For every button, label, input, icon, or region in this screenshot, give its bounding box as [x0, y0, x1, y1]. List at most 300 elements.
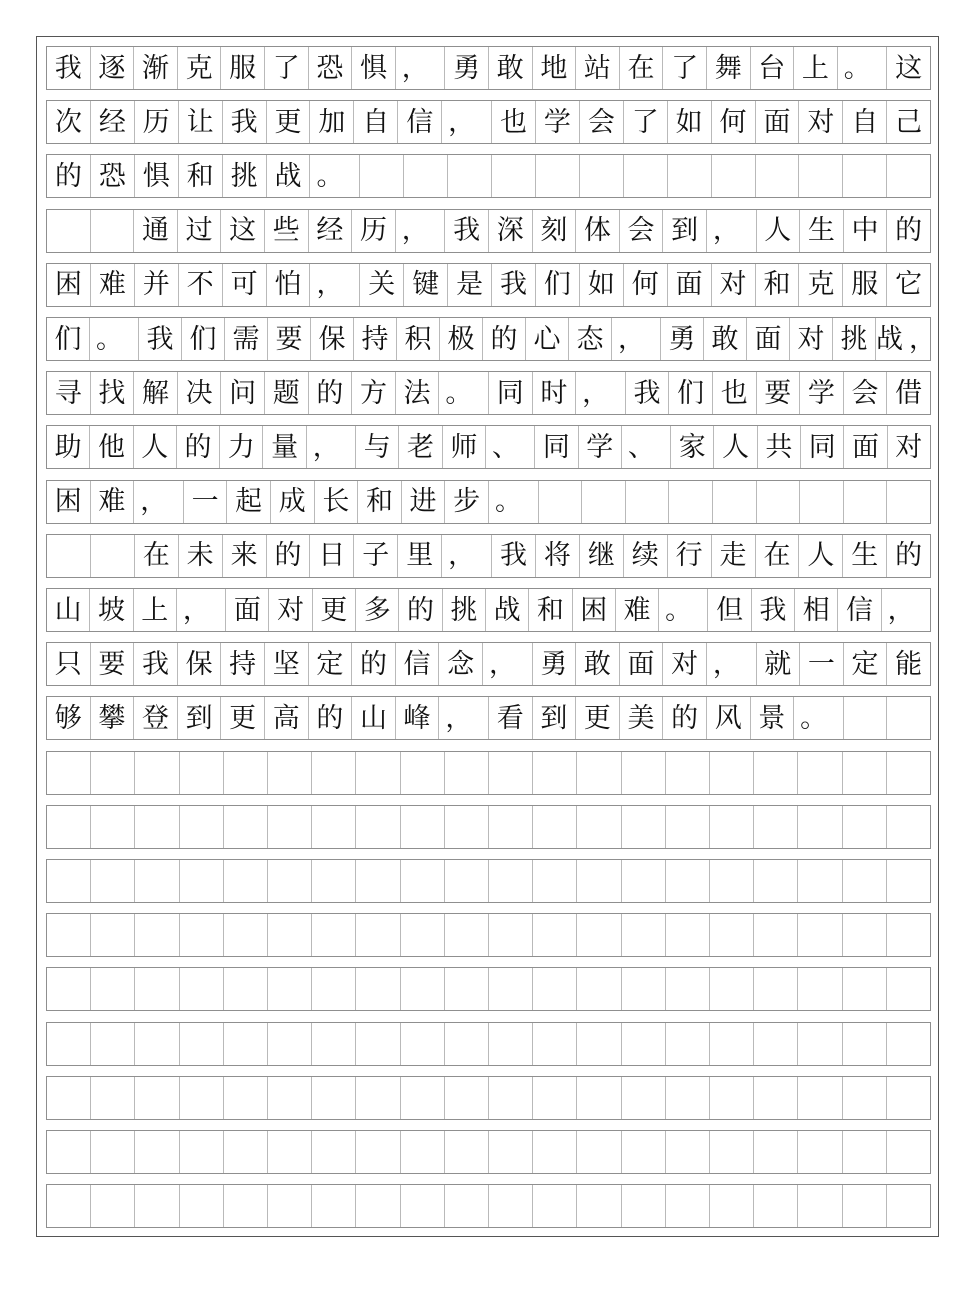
grid-cell: 对: [663, 643, 707, 685]
grid-cell: ，: [483, 643, 533, 685]
grid-cell: [710, 752, 754, 794]
grid-cell: 键: [404, 264, 448, 306]
overflow-punctuation: ，: [909, 323, 936, 355]
grid-cell: 不: [179, 264, 223, 306]
grid-cell: [533, 1023, 577, 1065]
grid-row: [46, 696, 931, 740]
grid-cell: [445, 752, 489, 794]
grid-cell: 台: [751, 47, 795, 89]
grid-row: [46, 913, 931, 957]
grid-cell: 对: [799, 101, 843, 143]
grid-cell: 学: [579, 426, 622, 468]
grid-cell: 我: [47, 47, 91, 89]
grid-cell: 也: [713, 372, 757, 414]
grid-cell: [91, 914, 135, 956]
grid-cell: 难: [91, 481, 135, 523]
grid-row: [46, 805, 931, 849]
grid-cell: [624, 155, 668, 197]
grid-cell: [887, 697, 930, 739]
grid-cell: 刻: [533, 210, 577, 252]
grid-cell: 登: [134, 697, 178, 739]
grid-cell: 持: [354, 318, 397, 360]
grid-cell: 定: [309, 643, 353, 685]
grid-row: [46, 1076, 931, 1120]
grid-cell: 自: [354, 101, 398, 143]
grid-cell: [843, 860, 887, 902]
grid-cell: 恐: [309, 47, 353, 89]
grid-cell: 一: [184, 481, 228, 523]
grid-cell: [356, 806, 400, 848]
grid-cell: 我: [445, 210, 489, 252]
grid-cell: [312, 1131, 356, 1173]
grid-cell: 困: [47, 264, 91, 306]
grid-cell: 困: [573, 589, 616, 631]
grid-cell: 的: [352, 643, 396, 685]
grid-cell: [887, 968, 930, 1010]
grid-row: [46, 371, 931, 415]
grid-cell: [577, 1185, 621, 1227]
grid-cell: [754, 860, 798, 902]
composition-sheet: [36, 36, 939, 1237]
grid-cell: 量: [263, 426, 306, 468]
grid-cell: [91, 968, 135, 1010]
grid-cell: [533, 860, 577, 902]
grid-cell: [622, 968, 666, 1010]
grid-cell: [268, 1023, 312, 1065]
grid-cell: [798, 1185, 842, 1227]
grid-cell: 经: [91, 101, 135, 143]
grid-cell: 勇: [445, 47, 489, 89]
grid-cell: [401, 914, 445, 956]
grid-row: [46, 209, 931, 253]
grid-cell: 同: [535, 426, 578, 468]
grid-cell: [533, 1131, 577, 1173]
grid-cell: 心: [526, 318, 569, 360]
grid-cell: [844, 481, 888, 523]
grid-cell: 惧: [135, 155, 179, 197]
grid-row: [46, 859, 931, 903]
grid-cell: 高: [265, 697, 309, 739]
grid-cell: [666, 1023, 710, 1065]
grid-row: [46, 263, 931, 307]
grid-cell: [47, 968, 91, 1010]
grid-cell: 只: [47, 643, 91, 685]
grid-cell: 步: [445, 481, 489, 523]
grid-cell: 和: [529, 589, 572, 631]
grid-cell: ，: [396, 47, 446, 89]
grid-cell: [666, 914, 710, 956]
grid-cell: [135, 1077, 179, 1119]
grid-row: [46, 154, 931, 198]
grid-cell: 挑: [833, 318, 876, 360]
grid-cell: 来: [223, 535, 267, 577]
grid-cell: 他: [90, 426, 133, 468]
grid-cell: [668, 155, 712, 197]
grid-cell: 面: [844, 426, 887, 468]
grid-cell: 如: [668, 101, 712, 143]
grid-cell: [843, 155, 887, 197]
grid-cell: 战: [486, 589, 529, 631]
grid-cell: [268, 1185, 312, 1227]
grid-cell: 面: [756, 101, 800, 143]
grid-cell: [843, 1131, 887, 1173]
grid-cell: 坚: [265, 643, 309, 685]
grid-cell: [757, 481, 801, 523]
grid-cell: 行: [668, 535, 712, 577]
grid-cell: [401, 806, 445, 848]
grid-cell: [622, 1023, 666, 1065]
grid-cell: [843, 1185, 887, 1227]
grid-row: [46, 751, 931, 795]
grid-cell: [666, 1077, 710, 1119]
grid-cell: [622, 1131, 666, 1173]
grid-cell: 继: [580, 535, 624, 577]
grid-cell: [47, 1185, 91, 1227]
grid-cell: [533, 806, 577, 848]
grid-cell: 人: [757, 210, 801, 252]
grid-cell: [712, 155, 756, 197]
grid-cell: 对: [790, 318, 833, 360]
grid-cell: 历: [135, 101, 179, 143]
grid-cell: [356, 860, 400, 902]
grid-cell: [887, 752, 930, 794]
grid-cell: 对: [712, 264, 756, 306]
grid-cell: 战: [267, 155, 311, 197]
grid-cell: [577, 968, 621, 1010]
grid-cell: 站: [576, 47, 620, 89]
grid-cell: 走: [712, 535, 756, 577]
grid-cell: 的: [483, 318, 526, 360]
grid-cell: 与: [356, 426, 399, 468]
grid-cell: [756, 155, 800, 197]
grid-cell: 、: [486, 426, 535, 468]
grid-cell: [268, 806, 312, 848]
grid-cell: 我: [223, 101, 267, 143]
grid-cell: 的: [309, 697, 353, 739]
grid-cell: [47, 806, 91, 848]
grid-cell: [268, 860, 312, 902]
grid-cell: 对: [895, 431, 923, 463]
grid-cell: 经: [309, 210, 353, 252]
grid-cell: [577, 914, 621, 956]
grid-cell: 地: [533, 47, 577, 89]
grid-cell: 多: [356, 589, 399, 631]
grid-cell: [577, 1077, 621, 1119]
grid-cell: [710, 968, 754, 1010]
grid-cell: [887, 481, 930, 523]
grid-row: [46, 100, 931, 144]
grid-cell: 了: [663, 47, 707, 89]
grid-cell: 续: [624, 535, 668, 577]
grid-cell: [887, 1077, 930, 1119]
grid-cell: [356, 1185, 400, 1227]
grid-cell: 。: [310, 155, 360, 197]
grid-cell: [445, 1077, 489, 1119]
grid-cell: 需: [225, 318, 268, 360]
grid-cell: [401, 968, 445, 1010]
grid-cell: [798, 806, 842, 848]
grid-cell: [492, 155, 536, 197]
grid-cell: 到: [178, 697, 222, 739]
grid-cell: [754, 914, 798, 956]
grid-cell: 学: [536, 101, 580, 143]
grid-cell: [843, 752, 887, 794]
grid-row: [46, 1130, 931, 1174]
grid-cell: 关: [360, 264, 404, 306]
grid-cell: 挑: [223, 155, 267, 197]
grid-cell: 渐: [134, 47, 178, 89]
grid-cell: [622, 752, 666, 794]
grid-cell: [754, 968, 798, 1010]
grid-cell: [445, 806, 489, 848]
grid-cell: [489, 1185, 533, 1227]
grid-cell: [713, 481, 757, 523]
grid-cell: 美: [620, 697, 664, 739]
grid-cell: 信: [396, 643, 440, 685]
grid-cell: [268, 914, 312, 956]
grid-cell: [669, 481, 713, 523]
grid-cell: [843, 914, 887, 956]
grid-cell: [887, 1131, 930, 1173]
grid-cell: [622, 860, 666, 902]
grid-cell: 难: [91, 264, 135, 306]
grid-cell: 是: [448, 264, 492, 306]
grid-cell: [401, 752, 445, 794]
grid-cell: 勇: [661, 318, 704, 360]
grid-cell: 这: [221, 210, 265, 252]
grid-cell: 在: [756, 535, 800, 577]
grid-cell: [180, 1077, 224, 1119]
grid-cell: ，: [439, 697, 489, 739]
grid-cell: 极: [440, 318, 483, 360]
grid-cell: [754, 1077, 798, 1119]
grid-cell: ，: [612, 318, 661, 360]
grid-cell: 己: [895, 106, 923, 138]
grid-cell: [91, 752, 135, 794]
grid-cell: 战 ，: [876, 323, 936, 355]
grid-cell: 。: [659, 589, 708, 631]
grid-cell: [312, 914, 356, 956]
grid-cell: 日: [310, 535, 354, 577]
grid-cell: [577, 1131, 621, 1173]
grid-cell: 敢: [576, 643, 620, 685]
grid-cell: 但: [708, 589, 751, 631]
grid-cell: 。: [794, 697, 844, 739]
grid-cell: 和: [756, 264, 800, 306]
grid-cell: 风: [707, 697, 751, 739]
grid-cell: 们: [47, 318, 90, 360]
grid-cell: 同: [489, 372, 533, 414]
grid-cell: ，: [442, 535, 492, 577]
grid-cell: 服: [843, 264, 887, 306]
grid-cell: [224, 1077, 268, 1119]
grid-cell: 克: [799, 264, 843, 306]
grid-cell: 学: [800, 372, 844, 414]
grid-row: [46, 1022, 931, 1066]
grid-cell: [401, 1023, 445, 1065]
grid-cell: 惧: [352, 47, 396, 89]
grid-cell: [91, 860, 135, 902]
grid-cell: [754, 1131, 798, 1173]
grid-cell: [47, 210, 91, 252]
grid-cell: [135, 752, 179, 794]
grid-cell: [445, 1131, 489, 1173]
grid-cell: 人: [799, 535, 843, 577]
grid-cell: [356, 1131, 400, 1173]
grid-cell: 借: [895, 377, 923, 409]
grid-cell: 找: [91, 372, 135, 414]
grid-cell: 舞: [707, 47, 751, 89]
grid-cell: [754, 806, 798, 848]
grid-cell: 通: [134, 210, 178, 252]
grid-cell: [135, 968, 179, 1010]
grid-cell: [577, 806, 621, 848]
grid-cell: 我: [139, 318, 182, 360]
grid-cell: 人: [134, 426, 177, 468]
grid-cell: [489, 752, 533, 794]
grid-cell: [360, 155, 404, 197]
grid-cell: 信: [838, 589, 881, 631]
grid-cell: 寻: [47, 372, 91, 414]
grid-cell: 里: [398, 535, 442, 577]
grid-cell: [401, 860, 445, 902]
grid-cell: [47, 535, 91, 577]
grid-cell: [224, 1185, 268, 1227]
grid-cell: [135, 914, 179, 956]
grid-cell: [135, 1131, 179, 1173]
grid-cell: 们: [182, 318, 225, 360]
grid-cell: 困: [47, 481, 91, 523]
grid-cell: 让: [179, 101, 223, 143]
grid-cell: [533, 1185, 577, 1227]
grid-cell: [91, 806, 135, 848]
grid-cell: 面: [668, 264, 712, 306]
grid-cell: [666, 860, 710, 902]
grid-cell: [489, 1023, 533, 1065]
grid-cell: [268, 1131, 312, 1173]
grid-cell: [91, 1185, 135, 1227]
grid-cell: [799, 155, 843, 197]
grid-cell: 保: [178, 643, 222, 685]
grid-cell: 敢: [704, 318, 747, 360]
grid-cell: 我: [134, 643, 178, 685]
grid-cell: 解: [134, 372, 178, 414]
grid-cell: 子: [354, 535, 398, 577]
grid-cell: [710, 1023, 754, 1065]
grid-cell: 可: [223, 264, 267, 306]
grid-row: [46, 425, 931, 469]
grid-cell: [626, 481, 670, 523]
grid-cell: 我: [492, 535, 536, 577]
grid-cell: [798, 968, 842, 1010]
grid-cell: 在: [620, 47, 664, 89]
grid-cell: 过: [178, 210, 222, 252]
grid-cell: 生: [843, 535, 887, 577]
grid-cell: 念: [439, 643, 483, 685]
grid-cell: [401, 1185, 445, 1227]
grid-cell: 也: [492, 101, 536, 143]
grid-cell: 怕: [267, 264, 311, 306]
grid-cell: [312, 806, 356, 848]
grid-cell: 更: [221, 697, 265, 739]
grid-cell: 会: [580, 101, 624, 143]
grid-cell: [539, 481, 583, 523]
grid-cell: [887, 155, 930, 197]
grid-cell: [489, 860, 533, 902]
grid-cell: 就: [757, 643, 801, 685]
grid-cell: ，: [396, 210, 446, 252]
grid-cell: 上: [134, 589, 177, 631]
grid-cell: [356, 1023, 400, 1065]
grid-cell: 我: [492, 264, 536, 306]
grid-cell: 相: [795, 589, 838, 631]
grid-cell: [533, 914, 577, 956]
grid-cell: [710, 914, 754, 956]
grid-cell: [844, 697, 888, 739]
grid-cell: [445, 914, 489, 956]
grid-cell: [224, 1023, 268, 1065]
grid-cell: 这: [895, 52, 923, 84]
grid-cell: [135, 806, 179, 848]
grid-cell: 。: [838, 47, 888, 89]
grid-cell: [887, 860, 930, 902]
grid-cell: [798, 752, 842, 794]
grid-cell: 的: [309, 372, 353, 414]
grid-cell: [887, 914, 930, 956]
grid-cell: [312, 968, 356, 1010]
grid-cell: [533, 1077, 577, 1119]
grid-cell: [312, 752, 356, 794]
grid-cell: 的: [663, 697, 707, 739]
grid-cell: [448, 155, 492, 197]
grid-cell: 面: [747, 318, 790, 360]
grid-cell: ，: [134, 481, 184, 523]
grid-cell: 上: [794, 47, 838, 89]
grid-cell: 和: [179, 155, 223, 197]
grid-cell: [798, 1131, 842, 1173]
grid-cell: [622, 1185, 666, 1227]
grid-cell: 了: [624, 101, 668, 143]
grid-cell: [312, 1077, 356, 1119]
grid-cell: [489, 914, 533, 956]
grid-cell: [800, 481, 844, 523]
grid-cell: 持: [221, 643, 265, 685]
grid-cell: 能: [895, 648, 923, 680]
grid-cell: [445, 968, 489, 1010]
grid-cell: 进: [402, 481, 446, 523]
grid-cell: 和: [358, 481, 402, 523]
grid-cell: [666, 1131, 710, 1173]
grid-cell: [91, 1077, 135, 1119]
grid-cell: ，: [707, 643, 757, 685]
grid-cell: 自: [843, 101, 887, 143]
grid-cell: [224, 1131, 268, 1173]
grid-cell: [312, 860, 356, 902]
grid-cell: 生: [800, 210, 844, 252]
grid-cell: 问: [221, 372, 265, 414]
grid-cell: [224, 806, 268, 848]
grid-cell: [710, 1131, 754, 1173]
grid-cell: ，: [707, 210, 757, 252]
grid-cell: [47, 752, 91, 794]
grid-cell: [135, 1023, 179, 1065]
grid-cell: 。: [489, 481, 539, 523]
grid-cell: [180, 752, 224, 794]
grid-cell: 更: [313, 589, 356, 631]
grid-cell: [622, 1077, 666, 1119]
grid-row: [46, 480, 931, 524]
grid-cell: 题: [265, 372, 309, 414]
